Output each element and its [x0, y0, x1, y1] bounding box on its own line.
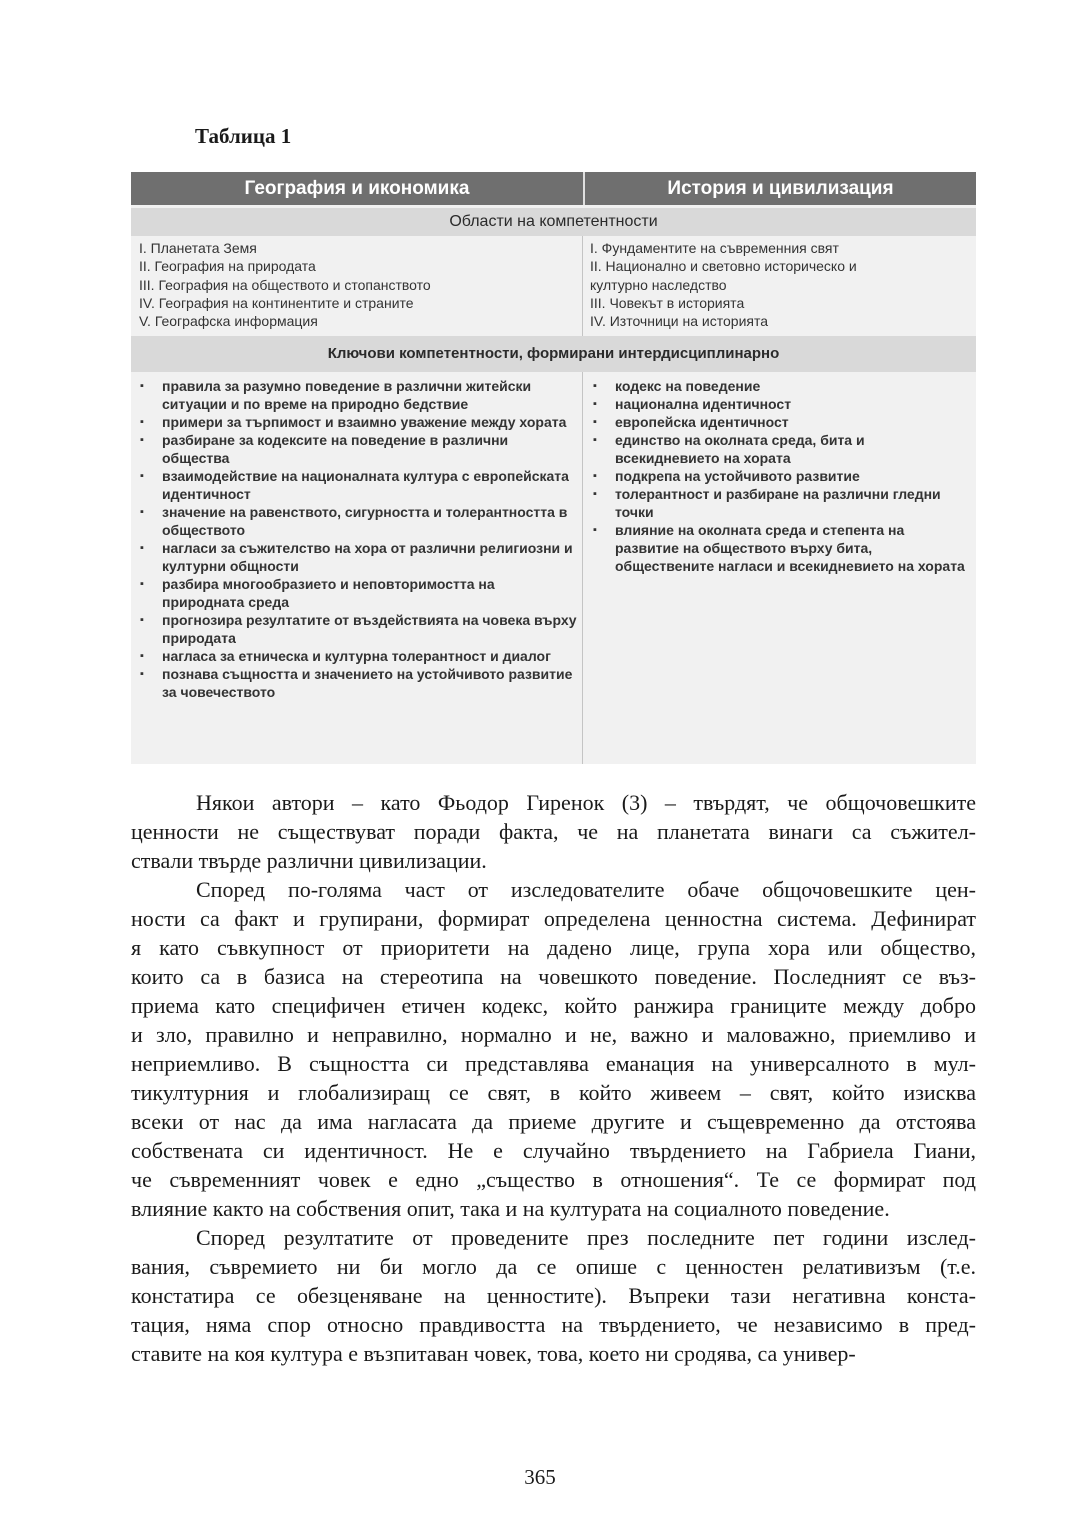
list-item: ▪ правила за разумно поведение в различни житейски ситуации и по време на природно бедствие — [134, 377, 579, 413]
text-line: Някои автори – като Фьодор Гиренок (3) – твърдят, че общочовешките — [196, 790, 976, 815]
list-item: ▪ примери за търпимост и взаимно уважение между хората — [134, 413, 579, 431]
text-line: констатира се обезценяване на ценностите). Въпреки тази негативна конста- — [131, 1283, 976, 1308]
list-item: ▪ подкрепа на устойчивото развитие — [587, 467, 972, 485]
text-line: неприемливо. В същността си представлява еманация на универсалното в мул- — [131, 1051, 976, 1076]
text-line: които са в базиса на стереотипа на човешкото поведение. Последният се въз- — [131, 964, 976, 989]
list-item: IV. География на континентите и страните — [139, 294, 414, 311]
list-item: ▪ толерантност и разбиране на различни гледни точки — [587, 485, 972, 521]
key-competences-band: Ключови компетентности, формирани интердисциплинарно — [131, 336, 976, 372]
list-item: ▪ значение на равенството, сигурността и толерантността в обществото — [134, 503, 579, 539]
list-item: ▪ кодекс на поведение — [587, 377, 972, 395]
list-item: III. Човекът в историята — [590, 294, 745, 311]
text-line: че съвременният човек е едно „същество в отношения“. Те се формират под — [131, 1167, 976, 1192]
list-item: V. Географска информация — [139, 313, 318, 330]
body-text — [131, 788, 976, 1368]
header-history-civilization: История и цивилизация — [667, 178, 894, 199]
table-header — [131, 172, 976, 205]
table-caption: Таблица 1 — [195, 124, 292, 148]
list-item: ▪ разбира многообразието и неповторимостта на природната среда — [134, 575, 579, 611]
column-divider — [582, 372, 583, 764]
competence-areas-band: Области на компетентности — [131, 208, 976, 236]
list-item: I. Фундаментите на съвременния свят — [590, 240, 839, 256]
list-item: II. География на природата — [139, 258, 316, 275]
text-line: я като съвкупност от приоритети на дадено лице, група хора или общество, — [131, 935, 976, 960]
text-line: тация, няма спор относно правдивостта на твърдението, че независимо в пред- — [131, 1312, 976, 1337]
areas-right-list — [590, 239, 857, 330]
text-line: ствали твърде различни цивилизации. — [131, 848, 487, 873]
list-item: ▪ влияние на околната среда и степента на развитие на обществото върху бита, обществените нагласи и всекидневието на хората — [587, 521, 972, 575]
list-item: ▪ взаимодействие на националната култура с европейската идентичност — [134, 467, 579, 503]
list-item: ▪ национална идентичност — [587, 395, 972, 413]
list-item: ▪ нагласи за съжителство на хора от различни религиозни и културни общности — [134, 539, 579, 575]
list-item: III. География на обществото и стопанството — [139, 276, 431, 293]
page-number: 365 — [524, 1465, 556, 1489]
list-item: ▪ разбиране за кодексите на поведение в различни общества — [134, 431, 579, 467]
text-line: ценности не съществуват поради факта, че на планетата винаги са съжител- — [131, 819, 976, 844]
text-line: Според по-голяма част от изследователите обаче общочовешките цен- — [196, 877, 976, 902]
text-line: вания, съвремието ни би могло да се опише с ценностен релативизъм (т.е. — [131, 1254, 976, 1279]
text-line: ности са факт и групирани, формират определена ценностна система. Дефинират — [131, 906, 976, 931]
text-line: тикултурния и глобализиращ се свят, в който живеем – свят, който изисква — [131, 1080, 976, 1105]
list-item: ▪ познава същността и значението на устойчивото развитие за човечеството — [134, 665, 579, 701]
areas-left-list — [139, 239, 431, 330]
key-competences-left-list — [134, 377, 579, 701]
column-divider — [582, 236, 583, 336]
list-item: ▪ нагласа за етническа и културна толерантност и диалог — [134, 647, 579, 665]
list-item: културно наследство — [590, 276, 727, 293]
list-item: IV. Източници на историята — [590, 313, 769, 330]
text-line: приема като специфичен етичен кодекс, който ранжира границите между добро — [131, 993, 976, 1018]
competence-table — [131, 172, 976, 764]
list-item: I. Планетата Земя — [139, 240, 257, 256]
text-line: собствената си идентичност. Не е случайно твърдението на Габриела Гиани, — [131, 1138, 976, 1163]
header-geography-economics: География и икономика — [244, 178, 470, 199]
text-line: и зло, правилно и неправилно, нормално и не, важно и маловажно, приемливо и — [131, 1022, 976, 1047]
list-item: ▪ европейска идентичност — [587, 413, 972, 431]
text-line: всеки от нас да има нагласата да приеме другите и същевременно да отстоява — [131, 1109, 976, 1134]
text-line: влияние както на собствения опит, така и на културата на социалното поведение. — [131, 1196, 890, 1221]
list-item: ▪ прогнозира резултатите от въздействията на човека върху природата — [134, 611, 579, 647]
key-competences-right-list — [587, 377, 972, 575]
text-line: ставите на коя култура е възпитаван човек, това, което ни сродява, са универ- — [131, 1341, 856, 1366]
text-line: Според резултатите от проведените през последните пет години изслед- — [196, 1225, 976, 1250]
list-item: ▪ единство на околната среда, бита и всекидневието на хората — [587, 431, 972, 467]
list-item: II. Национално и световно историческо и — [590, 258, 857, 275]
